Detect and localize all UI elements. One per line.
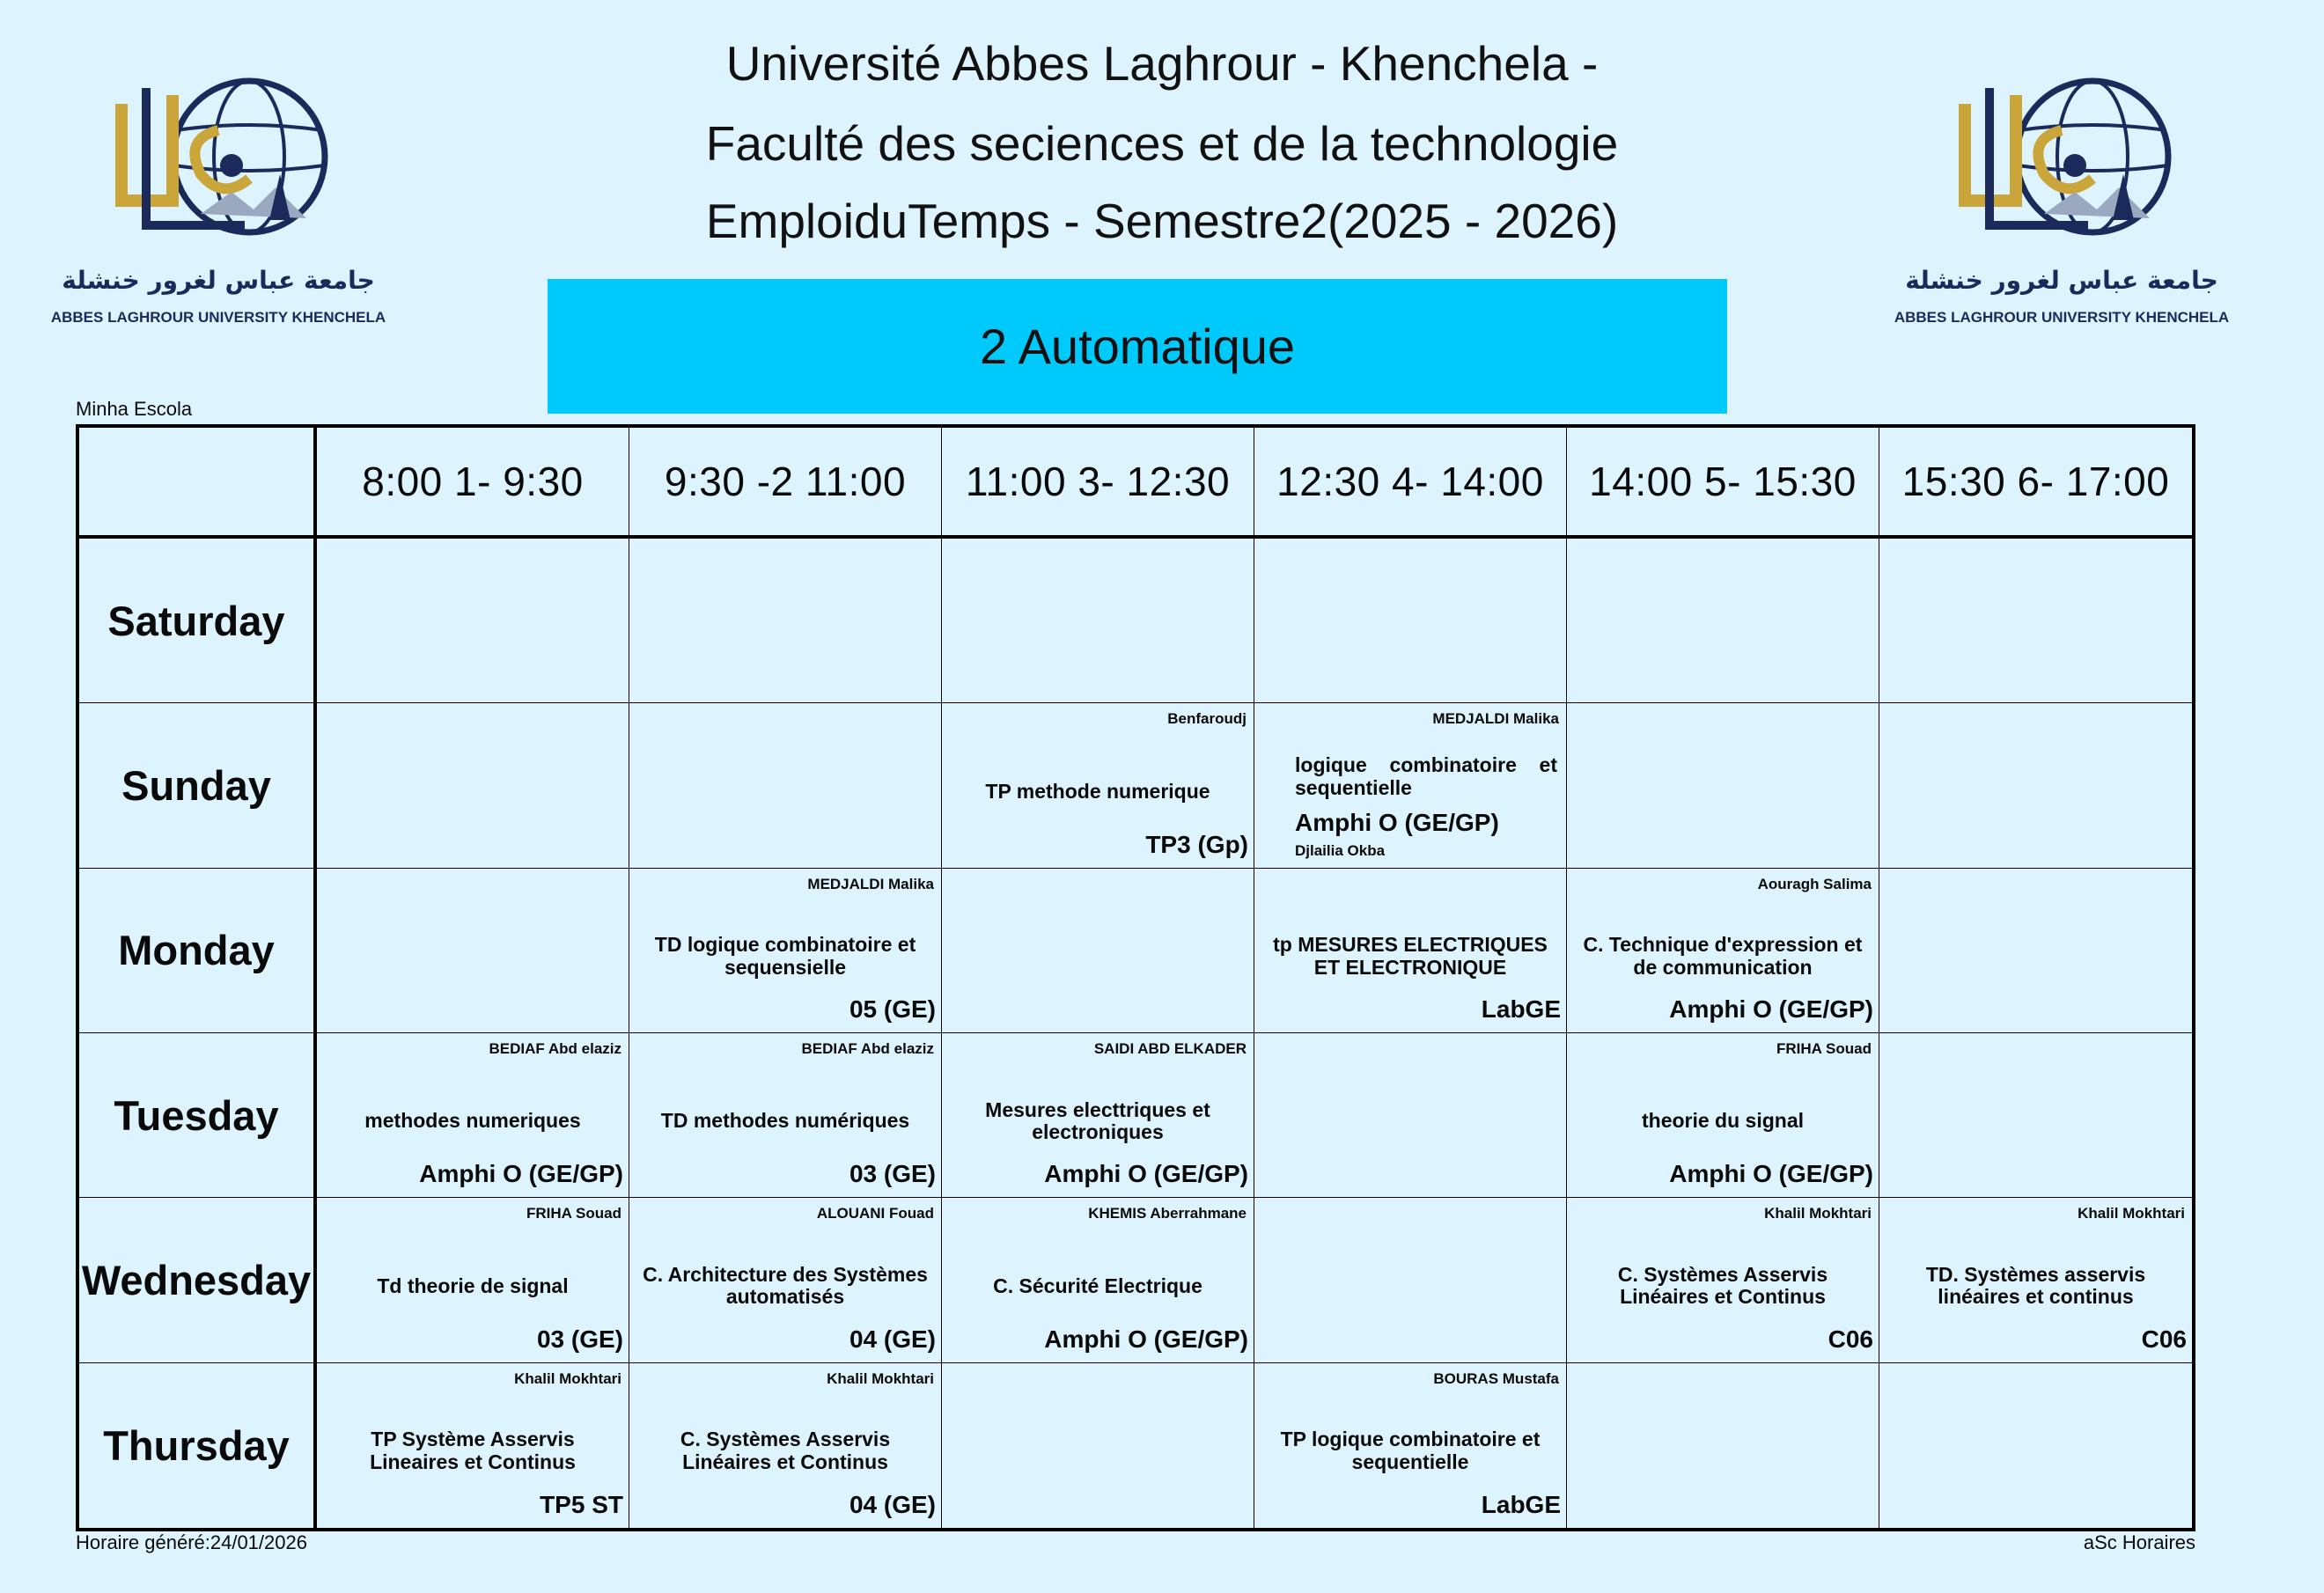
lesson-cell [1567,1198,1879,1362]
lesson-room: TP5 ST [540,1490,623,1518]
lesson-teacher: KHEMIS Aberrahmane [1088,1205,1247,1222]
lesson-subject: TP Système Asservis Lineaires et Continus [370,1428,576,1473]
lesson-teacher: Khalil Mokhtari [827,1369,934,1387]
lesson-teacher-secondary: Djlailia Okba [1295,842,1386,860]
day-header: Wednesday [79,1198,317,1362]
empty-cell [629,703,942,868]
lesson-room: 04 (GE) [849,1490,936,1518]
lesson-teacher: Khalil Mokhtari [514,1369,621,1387]
lesson-room: 05 (GE) [849,995,936,1023]
time-slot-header: 8:00 1- 9:30 [317,428,629,539]
time-slot-header: 9:30 -2 11:00 [629,428,942,539]
logo-arabic-text: جامعة عباس لغرور خنشلة [62,266,375,295]
generated-date: Horaire généré:24/01/2026 [76,1531,307,1553]
logo-arabic-text: جامعة عباس لغرور خنشلة [1905,266,2218,295]
lesson-cell [942,1033,1254,1198]
lesson-room: Amphi O (GE/GP) [1044,1325,1248,1353]
empty-cell [942,869,1254,1033]
lesson-subject: Mesures electtriques et electroniques [985,1097,1210,1143]
lesson-subject: logique combinatoire et sequentielle [1295,753,1557,799]
lesson-teacher: MEDJALDI Malika [807,875,934,892]
day-header: Thursday [79,1363,317,1528]
lesson-cell [317,1198,629,1362]
lesson-subject: C. Technique d'expression et de communication [1583,933,1863,979]
lesson-teacher: Aouragh Salima [1757,875,1872,892]
lesson-subject: theorie du signal [1641,1109,1805,1133]
lesson-cell [629,1198,942,1362]
lesson-room: Amphi O (GE/GP) [1044,1160,1248,1188]
school-label: Minha Escola [76,398,193,420]
lesson-room: Amphi O (GE/GP) [1669,1160,1873,1188]
day-header: Sunday [79,703,317,868]
empty-cell [1879,869,2192,1033]
lesson-subject: C. Systèmes Asservis Linéaires et Continus [1617,1263,1828,1309]
lesson-cell [629,869,942,1033]
lesson-room: LabGE [1481,995,1561,1023]
empty-cell [1567,1363,1879,1528]
lesson-room: TP3 (Gp) [1145,830,1248,858]
lesson-room: 03 (GE) [849,1160,936,1188]
time-slot-header: 11:00 3- 12:30 [942,428,1254,539]
lesson-cell [1567,869,1879,1033]
lesson-teacher: BEDIAF Abd elaziz [801,1039,934,1057]
lesson-subject: TD methodes numériques [660,1109,910,1133]
empty-cell [317,869,629,1033]
lesson-cell [317,1033,629,1198]
faculty-title: Faculté des seciences et de la technologie [705,116,1619,171]
empty-cell [629,539,942,703]
empty-cell [1567,539,1879,703]
time-slot-header: 12:30 4- 14:00 [1254,428,1567,539]
lesson-cell [1254,703,1567,868]
time-slot-header: 15:30 6- 17:00 [1879,428,2192,539]
lesson-subject: C. Systèmes Asservis Linéaires et Continus [680,1428,891,1473]
timetable-corner [79,428,317,539]
lesson-room: Amphi O (GE/GP) [1669,995,1873,1023]
lesson-teacher: SAIDI ABD ELKADER [1093,1039,1247,1057]
lesson-subject: TD logique combinatoire et sequensielle [654,933,916,979]
empty-cell [942,1363,1254,1528]
lesson-room: C06 [2141,1325,2187,1353]
lesson-cell [1567,1033,1879,1198]
lesson-teacher: FRIHA Souad [526,1205,621,1222]
lesson-subject: TP methode numerique [985,779,1210,803]
empty-cell [1254,539,1567,703]
empty-cell [317,539,629,703]
day-header: Monday [79,869,317,1033]
lesson-teacher: BEDIAF Abd elaziz [489,1039,621,1057]
lesson-subject: C. Sécurité Electrique [993,1274,1202,1297]
lesson-subject: TP logique combinatoire et sequentielle [1280,1428,1541,1473]
empty-cell [1879,1033,2192,1198]
time-slot-header: 14:00 5- 15:30 [1567,428,1879,539]
lesson-cell [942,703,1254,868]
lesson-cell [1254,869,1567,1033]
lesson-room: 04 (GE) [849,1325,936,1353]
lesson-room: Amphi O (GE/GP) [419,1160,623,1188]
timetable-grid [76,424,2195,1531]
university-title: Université Abbes Laghrour - Khenchela - [725,36,1599,91]
empty-cell [1879,703,2192,868]
lesson-cell [317,1363,629,1528]
empty-cell [1879,1363,2192,1528]
lesson-subject: TD. Systèmes asservis linéaires et continus [1925,1263,2146,1309]
lesson-subject: methodes numeriques [364,1109,581,1133]
empty-cell [1254,1033,1567,1198]
empty-cell [317,703,629,868]
lesson-room: 03 (GE) [536,1325,623,1353]
lesson-cell [629,1033,942,1198]
empty-cell [1254,1198,1567,1362]
class-name-banner: 2 Automatique [548,279,1727,414]
software-credit: aSc Horaires [2083,1531,2195,1553]
lesson-teacher: BOURAS Mustafa [1433,1369,1559,1387]
lesson-teacher: Khalil Mokhtari [1764,1205,1872,1222]
lesson-cell [1879,1198,2192,1362]
lesson-room: C06 [1828,1325,1873,1353]
empty-cell [1567,703,1879,868]
lesson-teacher: Benfaroudj [1167,710,1247,728]
lesson-teacher: ALOUANI Fouad [816,1205,934,1222]
logo-latin-text: ABBES LAGHROUR UNIVERSITY KHENCHELA [50,309,386,326]
lesson-teacher: FRIHA Souad [1776,1039,1872,1057]
logo-latin-text: ABBES LAGHROUR UNIVERSITY KHENCHELA [1894,309,2230,326]
lesson-cell [629,1363,942,1528]
lesson-subject: C. Architecture des Systèmes automatisés [643,1263,928,1309]
empty-cell [1879,539,2192,703]
lesson-cell [942,1198,1254,1362]
day-header: Saturday [79,539,317,703]
timetable-title: EmploiduTemps - Semestre2(2025 - 2026) [705,194,1619,248]
lesson-room: LabGE [1481,1490,1561,1518]
lesson-cell [1254,1363,1567,1528]
lesson-room: Amphi O (GE/GP) [1295,809,1499,837]
lesson-teacher: Khalil Mokhtari [2078,1205,2185,1222]
empty-cell [942,539,1254,703]
lesson-subject: Td theorie de signal [377,1274,569,1297]
lesson-teacher: MEDJALDI Malika [1432,710,1559,728]
day-header: Tuesday [79,1033,317,1198]
lesson-subject: tp MESURES ELECTRIQUES ET ELECTRONIQUE [1273,933,1548,979]
